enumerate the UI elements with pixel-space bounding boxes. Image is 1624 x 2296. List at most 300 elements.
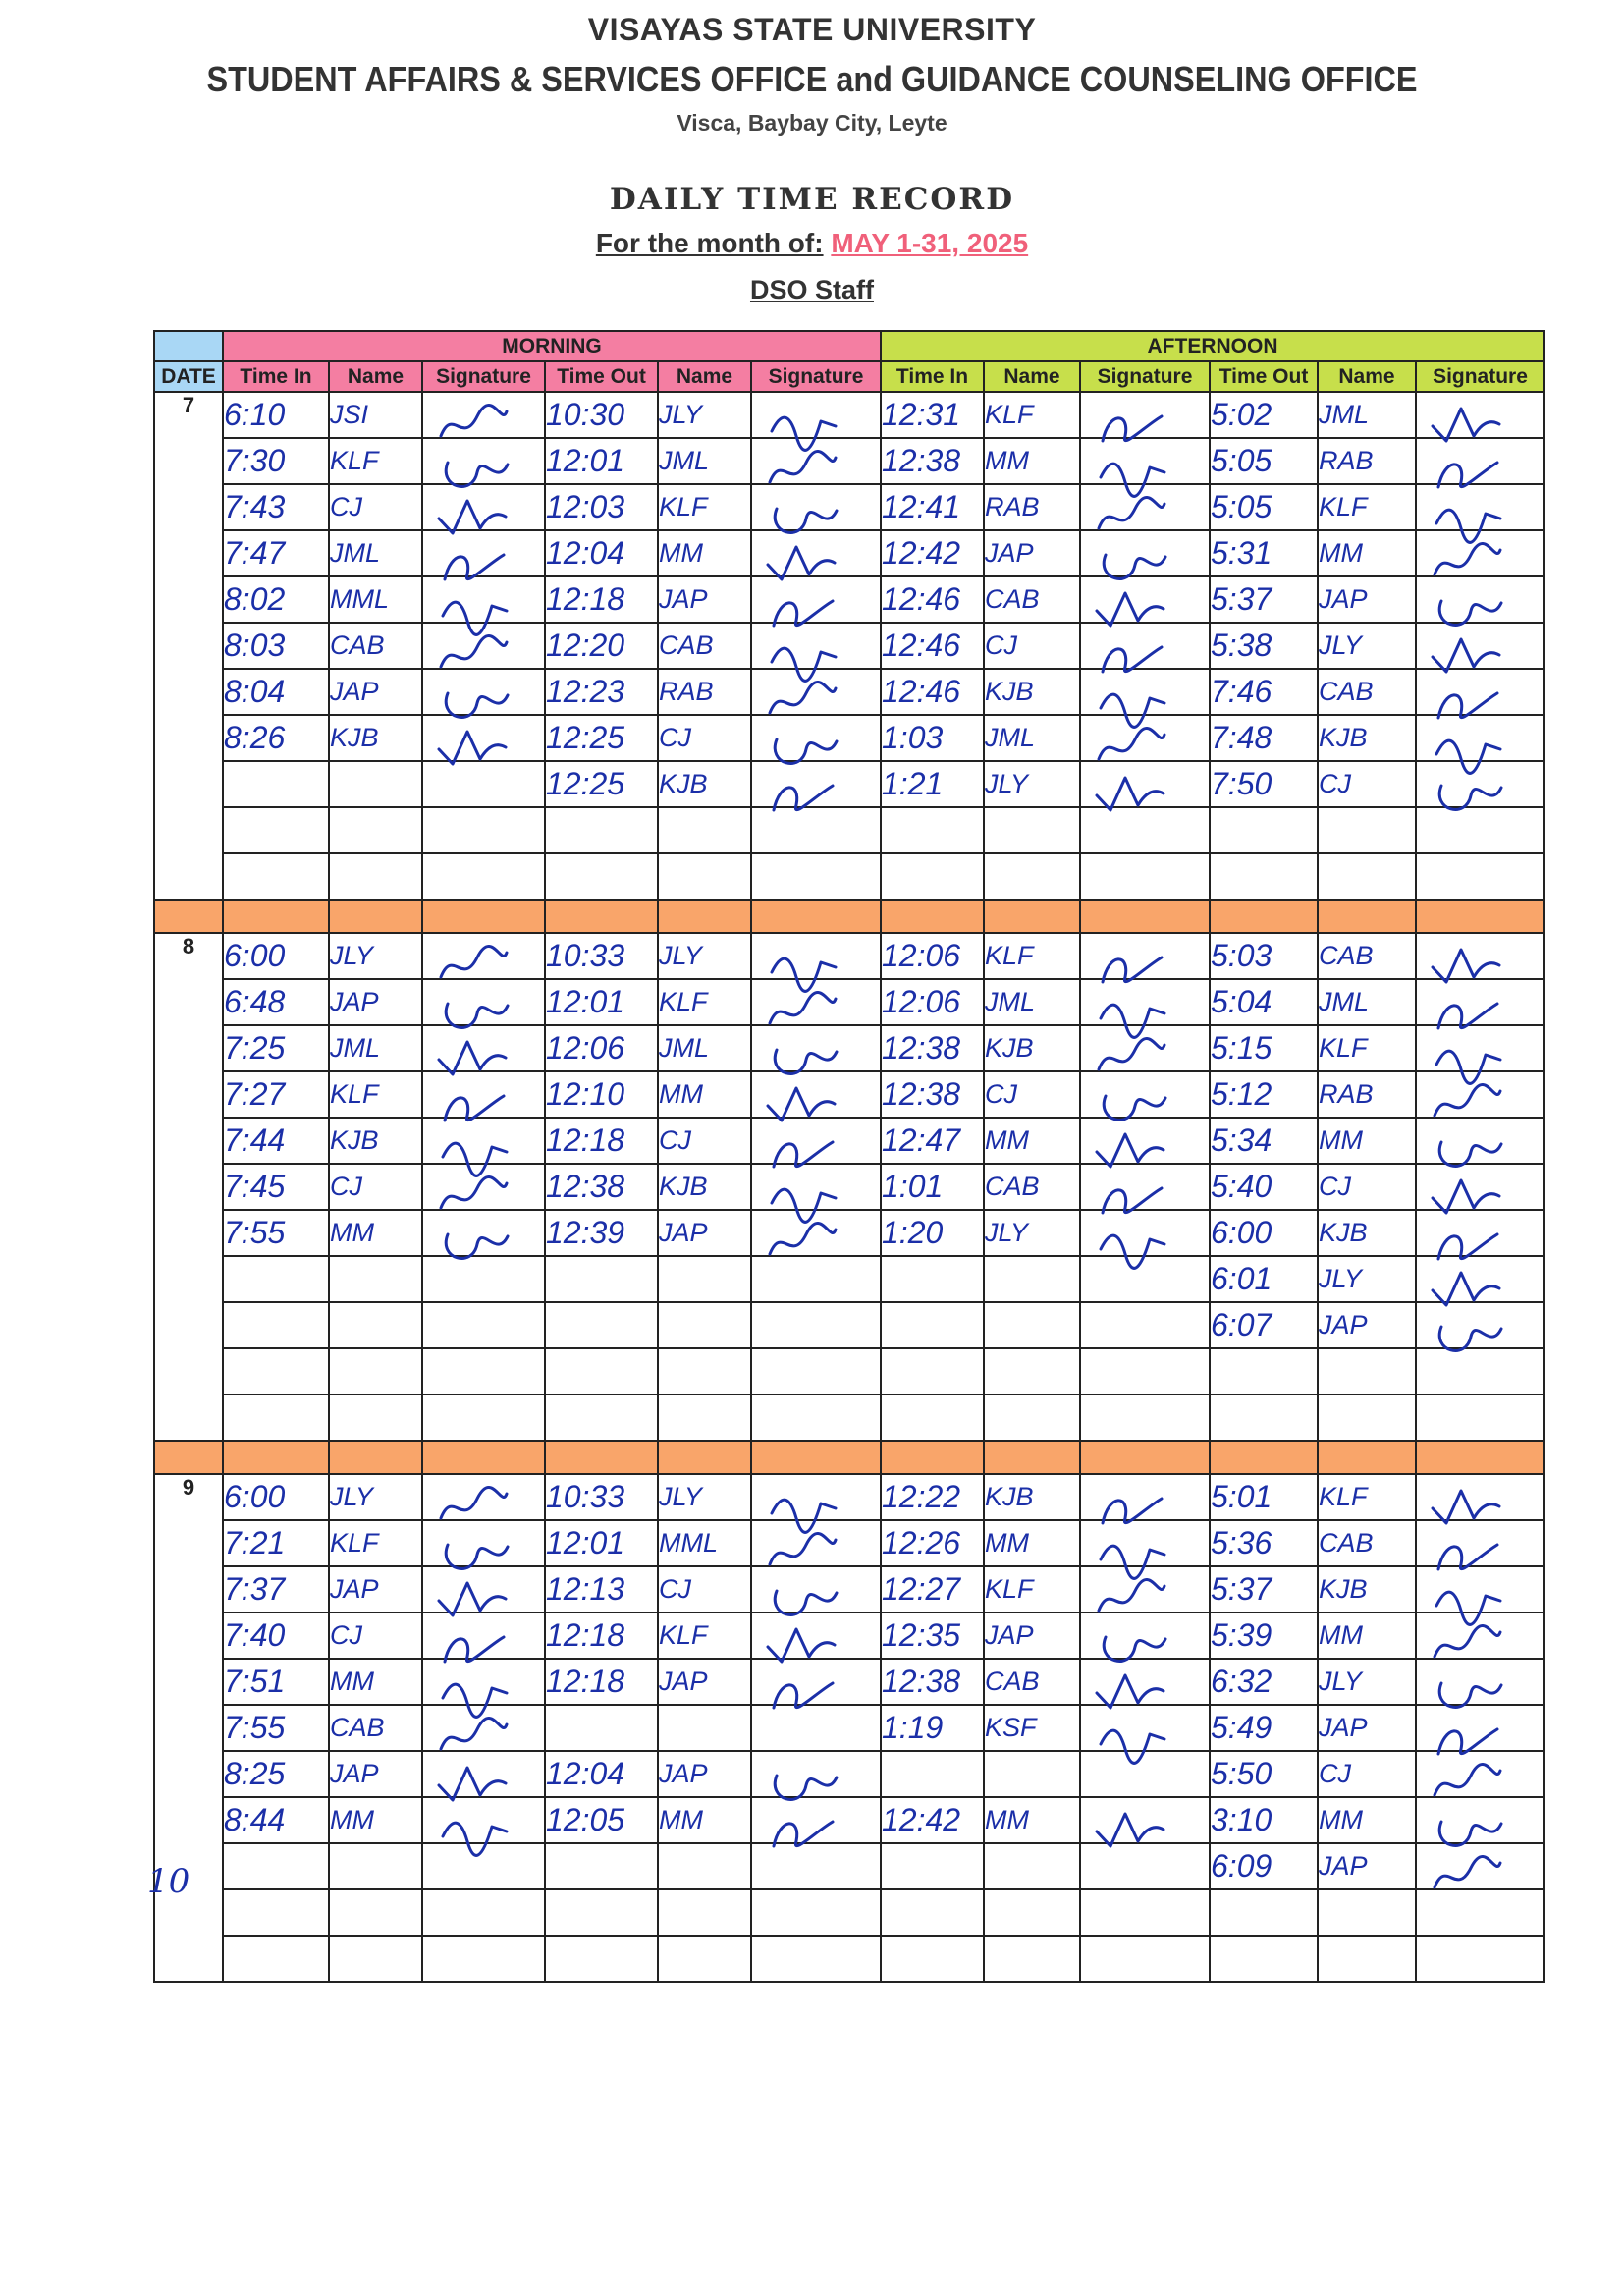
signature-cell <box>1416 1889 1544 1936</box>
signature-cell <box>751 1348 881 1394</box>
name-cell: JAP <box>329 1751 422 1797</box>
time-cell <box>223 1302 329 1348</box>
name-cell <box>1318 807 1416 853</box>
signature-cell <box>1080 979 1210 1025</box>
signature-cell <box>422 530 545 576</box>
morning-header: MORNING <box>223 331 881 361</box>
table-row <box>154 1889 1544 1936</box>
signature-cell <box>751 392 881 438</box>
time-cell <box>223 1843 329 1889</box>
name-cell: MM <box>1318 1118 1416 1164</box>
time-cell <box>545 1889 658 1936</box>
signature-cell <box>1416 853 1544 900</box>
name-cell: CJ <box>658 1118 751 1164</box>
signature-cell <box>422 1613 545 1659</box>
name-cell <box>658 853 751 900</box>
signature-cell <box>1080 576 1210 623</box>
signature-cell <box>422 1566 545 1613</box>
time-cell: 6:00 <box>223 1474 329 1520</box>
name-cell <box>1318 1936 1416 1982</box>
name-cell: JLY <box>1318 1256 1416 1302</box>
name-cell: JML <box>329 530 422 576</box>
signature-cell <box>422 1025 545 1071</box>
table-row <box>154 669 1544 715</box>
signature-cell <box>751 1302 881 1348</box>
time-cell <box>881 1843 984 1889</box>
name-cell: CJ <box>658 715 751 761</box>
signature-cell <box>1416 1302 1544 1348</box>
signature-cell <box>751 933 881 979</box>
name-cell: KLF <box>1318 1025 1416 1071</box>
name-cell: MM <box>984 1797 1080 1843</box>
time-cell: 6:00 <box>1210 1210 1318 1256</box>
signature-cell <box>751 1936 881 1982</box>
address: Visca, Baybay City, Leyte <box>677 110 947 136</box>
signature-cell <box>1080 1025 1210 1071</box>
name-cell: KLF <box>984 933 1080 979</box>
time-cell: 12:42 <box>881 530 984 576</box>
signature-cell <box>751 1071 881 1118</box>
column-header: Time In <box>881 361 984 392</box>
name-cell <box>984 1936 1080 1982</box>
time-cell: 5:49 <box>1210 1705 1318 1751</box>
time-cell: 12:13 <box>545 1566 658 1613</box>
signature-cell <box>1080 1936 1210 1982</box>
name-cell: MM <box>329 1659 422 1705</box>
table-row <box>154 1348 1544 1394</box>
time-cell: 10:33 <box>545 933 658 979</box>
signature-cell <box>1416 1659 1544 1705</box>
name-cell: KJB <box>984 1025 1080 1071</box>
time-cell: 7:21 <box>223 1520 329 1566</box>
signature-cell <box>751 1889 881 1936</box>
name-cell: KJB <box>329 1118 422 1164</box>
time-cell: 5:12 <box>1210 1071 1318 1118</box>
name-cell: MM <box>984 1118 1080 1164</box>
date-cell: 8 <box>154 933 223 1441</box>
table-row <box>154 979 1544 1025</box>
time-cell <box>223 1394 329 1441</box>
time-cell <box>1210 1394 1318 1441</box>
signature-cell <box>751 484 881 530</box>
signature-cell <box>1416 1613 1544 1659</box>
table-row <box>154 1936 1544 1982</box>
name-cell <box>984 853 1080 900</box>
table-row <box>154 1118 1544 1164</box>
signature-cell <box>1416 1164 1544 1210</box>
name-cell: CJ <box>329 1613 422 1659</box>
time-cell: 5:40 <box>1210 1164 1318 1210</box>
name-cell: KLF <box>658 979 751 1025</box>
name-cell <box>984 1394 1080 1441</box>
name-cell: CAB <box>984 1164 1080 1210</box>
table-row <box>154 1210 1544 1256</box>
time-cell: 12:05 <box>545 1797 658 1843</box>
signature-cell <box>422 438 545 484</box>
name-cell: KLF <box>329 1520 422 1566</box>
name-cell: CAB <box>658 623 751 669</box>
signature-cell <box>751 1210 881 1256</box>
time-cell <box>1210 1936 1318 1982</box>
signature-cell <box>422 484 545 530</box>
time-cell: 6:01 <box>1210 1256 1318 1302</box>
university-name: VISAYAS STATE UNIVERSITY <box>587 12 1037 47</box>
signature-cell <box>1416 484 1544 530</box>
column-header: Signature <box>1416 361 1544 392</box>
signature-cell <box>751 1164 881 1210</box>
table-row <box>154 1164 1544 1210</box>
name-cell <box>658 1256 751 1302</box>
separator-cell <box>658 900 751 933</box>
signature-cell <box>1080 933 1210 979</box>
column-header: Name <box>329 361 422 392</box>
name-cell: RAB <box>984 484 1080 530</box>
time-cell: 1:20 <box>881 1210 984 1256</box>
signature-cell <box>422 1210 545 1256</box>
name-cell: JLY <box>658 392 751 438</box>
time-cell: 5:38 <box>1210 623 1318 669</box>
time-cell: 12:18 <box>545 1659 658 1705</box>
time-cell: 12:01 <box>545 979 658 1025</box>
name-cell: CJ <box>658 1566 751 1613</box>
separator-cell <box>545 900 658 933</box>
signature-cell <box>1416 933 1544 979</box>
time-cell <box>223 761 329 807</box>
signature-cell <box>1080 1118 1210 1164</box>
time-cell <box>545 1256 658 1302</box>
table-row <box>154 576 1544 623</box>
time-cell <box>1210 1348 1318 1394</box>
name-cell: KLF <box>658 1613 751 1659</box>
signature-cell <box>1416 1936 1544 1982</box>
name-cell <box>984 1302 1080 1348</box>
name-cell <box>658 1843 751 1889</box>
time-cell <box>545 1348 658 1394</box>
time-cell <box>881 1256 984 1302</box>
name-cell: JAP <box>329 669 422 715</box>
signature-cell <box>422 807 545 853</box>
signature-cell <box>1080 1843 1210 1889</box>
afternoon-header: AFTERNOON <box>881 331 1544 361</box>
name-cell: JAP <box>1318 1843 1416 1889</box>
name-cell: KJB <box>658 761 751 807</box>
date-cell: 7 <box>154 392 223 900</box>
signature-cell <box>751 1520 881 1566</box>
signature-cell <box>422 1474 545 1520</box>
name-cell <box>329 1889 422 1936</box>
table-row <box>154 530 1544 576</box>
day-separator-row <box>154 900 1544 933</box>
name-cell: JML <box>1318 979 1416 1025</box>
time-cell: 12:23 <box>545 669 658 715</box>
time-cell: 12:18 <box>545 1613 658 1659</box>
time-cell: 6:07 <box>1210 1302 1318 1348</box>
signature-cell <box>1080 807 1210 853</box>
time-cell: 12:04 <box>545 1751 658 1797</box>
time-cell: 6:09 <box>1210 1843 1318 1889</box>
signature-cell <box>751 1118 881 1164</box>
name-cell: JAP <box>658 576 751 623</box>
time-cell: 6:10 <box>223 392 329 438</box>
name-cell: MM <box>984 438 1080 484</box>
name-cell: CJ <box>329 1164 422 1210</box>
name-cell: RAB <box>1318 1071 1416 1118</box>
time-cell: 12:26 <box>881 1520 984 1566</box>
name-cell: JAP <box>984 530 1080 576</box>
name-cell <box>329 1348 422 1394</box>
table-row <box>154 392 1544 438</box>
time-record-body <box>154 392 1544 1982</box>
time-cell <box>223 853 329 900</box>
name-cell <box>984 1843 1080 1889</box>
signature-cell <box>1416 1071 1544 1118</box>
staff-label: DSO Staff <box>749 275 874 304</box>
name-cell: KLF <box>329 1071 422 1118</box>
name-cell: CAB <box>984 1659 1080 1705</box>
column-header: Signature <box>751 361 881 392</box>
time-cell: 7:30 <box>223 438 329 484</box>
signature-cell <box>1416 392 1544 438</box>
time-cell: 12:18 <box>545 1118 658 1164</box>
time-cell: 7:47 <box>223 530 329 576</box>
office-name: STUDENT AFFAIRS & SERVICES OFFICE and GUIDANCE COUNSELING OFFICE <box>206 59 1418 99</box>
time-cell <box>223 807 329 853</box>
name-cell: MM <box>1318 1797 1416 1843</box>
separator-cell <box>1416 900 1544 933</box>
separator-cell <box>984 900 1080 933</box>
time-cell: 12:46 <box>881 623 984 669</box>
name-cell <box>658 1394 751 1441</box>
time-cell <box>545 1936 658 1982</box>
name-cell: MM <box>658 1797 751 1843</box>
column-header-row <box>154 361 1544 392</box>
name-cell: RAB <box>658 669 751 715</box>
separator-cell <box>422 900 545 933</box>
table-row <box>154 1566 1544 1613</box>
time-cell: 12:01 <box>545 438 658 484</box>
time-cell: 7:27 <box>223 1071 329 1118</box>
name-cell: CJ <box>1318 1751 1416 1797</box>
time-cell: 8:03 <box>223 623 329 669</box>
name-cell: JLY <box>658 1474 751 1520</box>
signature-cell <box>1416 530 1544 576</box>
separator-cell <box>545 1441 658 1474</box>
time-cell <box>1210 807 1318 853</box>
name-cell: KJB <box>984 1474 1080 1520</box>
separator-cell <box>422 1441 545 1474</box>
name-cell: MM <box>658 1071 751 1118</box>
separator-cell <box>1080 1441 1210 1474</box>
time-cell <box>1210 1889 1318 1936</box>
signature-cell <box>1416 761 1544 807</box>
time-cell: 5:03 <box>1210 933 1318 979</box>
separator-cell <box>154 1441 223 1474</box>
name-cell <box>658 1348 751 1394</box>
time-cell: 7:55 <box>223 1705 329 1751</box>
time-cell <box>881 1889 984 1936</box>
signature-cell <box>1080 1302 1210 1348</box>
signature-cell <box>1080 715 1210 761</box>
time-cell: 12:38 <box>881 438 984 484</box>
signature-cell <box>1080 1474 1210 1520</box>
column-header: Name <box>658 361 751 392</box>
signature-cell <box>1080 438 1210 484</box>
time-cell: 1:21 <box>881 761 984 807</box>
name-cell <box>984 1256 1080 1302</box>
signature-cell <box>1080 853 1210 900</box>
date-column-header: DATE <box>154 361 223 392</box>
table-row <box>154 1843 1544 1889</box>
signature-cell <box>1416 979 1544 1025</box>
name-cell: CAB <box>329 1705 422 1751</box>
name-cell: KLF <box>984 1566 1080 1613</box>
name-cell <box>329 1302 422 1348</box>
signature-cell <box>1416 669 1544 715</box>
time-cell: 5:34 <box>1210 1118 1318 1164</box>
signature-cell <box>1080 1613 1210 1659</box>
time-cell: 12:38 <box>881 1071 984 1118</box>
name-cell: CJ <box>329 484 422 530</box>
time-cell: 12:35 <box>881 1613 984 1659</box>
table-row <box>154 1613 1544 1659</box>
signature-cell <box>1416 1474 1544 1520</box>
separator-cell <box>223 1441 329 1474</box>
table-row <box>154 438 1544 484</box>
table-row <box>154 1025 1544 1071</box>
signature-cell <box>1080 1256 1210 1302</box>
name-cell: JSI <box>329 392 422 438</box>
signature-cell <box>422 1348 545 1394</box>
time-cell: 7:44 <box>223 1118 329 1164</box>
name-cell: JML <box>984 979 1080 1025</box>
signature-cell <box>422 1256 545 1302</box>
signature-cell <box>1080 1520 1210 1566</box>
signature-cell <box>1080 1348 1210 1394</box>
column-header: Name <box>984 361 1080 392</box>
table-row <box>154 1705 1544 1751</box>
time-record-table <box>153 330 1545 1983</box>
separator-cell <box>1080 900 1210 933</box>
time-cell <box>223 1256 329 1302</box>
table-row <box>154 623 1544 669</box>
separator-cell <box>223 900 329 933</box>
signature-cell <box>422 1705 545 1751</box>
signature-cell <box>751 669 881 715</box>
table-row <box>154 761 1544 807</box>
name-cell <box>984 1889 1080 1936</box>
time-cell <box>545 1843 658 1889</box>
name-cell: MM <box>1318 1613 1416 1659</box>
signature-cell <box>422 623 545 669</box>
time-cell: 3:10 <box>1210 1797 1318 1843</box>
time-cell <box>881 1302 984 1348</box>
name-cell: JML <box>329 1025 422 1071</box>
time-cell: 12:06 <box>881 933 984 979</box>
record-title: DAILY TIME RECORD <box>609 182 1015 217</box>
day-separator-row <box>154 1441 1544 1474</box>
name-cell: JAP <box>658 1210 751 1256</box>
time-cell: 7:51 <box>223 1659 329 1705</box>
time-cell: 12:10 <box>545 1071 658 1118</box>
section-header-row <box>154 331 1544 361</box>
name-cell <box>658 1889 751 1936</box>
name-cell: CAB <box>1318 669 1416 715</box>
time-cell: 12:46 <box>881 576 984 623</box>
time-cell: 10:30 <box>545 392 658 438</box>
name-cell: CJ <box>984 1071 1080 1118</box>
signature-cell <box>751 1566 881 1613</box>
separator-cell <box>1318 1441 1416 1474</box>
date-header-spacer <box>154 331 223 361</box>
signature-cell <box>1416 1705 1544 1751</box>
signature-cell <box>1416 1843 1544 1889</box>
time-cell: 12:38 <box>881 1025 984 1071</box>
name-cell: CJ <box>1318 761 1416 807</box>
name-cell: JAP <box>1318 576 1416 623</box>
name-cell: JAP <box>1318 1302 1416 1348</box>
name-cell: JLY <box>658 933 751 979</box>
table-row <box>154 1256 1544 1302</box>
name-cell: KJB <box>1318 1566 1416 1613</box>
name-cell: JML <box>1318 392 1416 438</box>
time-cell: 5:36 <box>1210 1520 1318 1566</box>
time-cell: 7:40 <box>223 1613 329 1659</box>
time-cell: 5:15 <box>1210 1025 1318 1071</box>
name-cell: JLY <box>1318 1659 1416 1705</box>
signature-cell <box>422 1659 545 1705</box>
time-cell <box>881 807 984 853</box>
signature-cell <box>1080 1751 1210 1797</box>
table-row <box>154 1659 1544 1705</box>
time-cell: 8:26 <box>223 715 329 761</box>
column-header: Signature <box>422 361 545 392</box>
separator-cell <box>881 900 984 933</box>
signature-cell <box>1416 438 1544 484</box>
name-cell: JML <box>658 1025 751 1071</box>
signature-cell <box>1416 1520 1544 1566</box>
name-cell <box>329 1256 422 1302</box>
name-cell: MM <box>329 1797 422 1843</box>
name-cell: JAP <box>984 1613 1080 1659</box>
signature-cell <box>1416 623 1544 669</box>
table-row <box>154 933 1544 979</box>
time-cell: 6:48 <box>223 979 329 1025</box>
time-cell: 8:04 <box>223 669 329 715</box>
time-cell: 7:50 <box>1210 761 1318 807</box>
signature-cell <box>422 1797 545 1843</box>
name-cell: JAP <box>658 1751 751 1797</box>
name-cell <box>329 1843 422 1889</box>
time-cell: 5:04 <box>1210 979 1318 1025</box>
time-cell: 12:25 <box>545 761 658 807</box>
signature-cell <box>751 1705 881 1751</box>
time-cell: 12:25 <box>545 715 658 761</box>
signature-cell <box>1416 1025 1544 1071</box>
name-cell <box>1318 1889 1416 1936</box>
name-cell: KLF <box>1318 1474 1416 1520</box>
separator-cell <box>751 1441 881 1474</box>
signature-cell <box>1080 1659 1210 1705</box>
time-cell: 5:02 <box>1210 392 1318 438</box>
time-cell: 6:32 <box>1210 1659 1318 1705</box>
name-cell <box>658 1302 751 1348</box>
time-cell <box>545 1705 658 1751</box>
signature-cell <box>1416 807 1544 853</box>
signature-cell <box>1080 1797 1210 1843</box>
table-row <box>154 1302 1544 1348</box>
date-cell: 9 <box>154 1474 223 1982</box>
signature-cell <box>422 1394 545 1441</box>
